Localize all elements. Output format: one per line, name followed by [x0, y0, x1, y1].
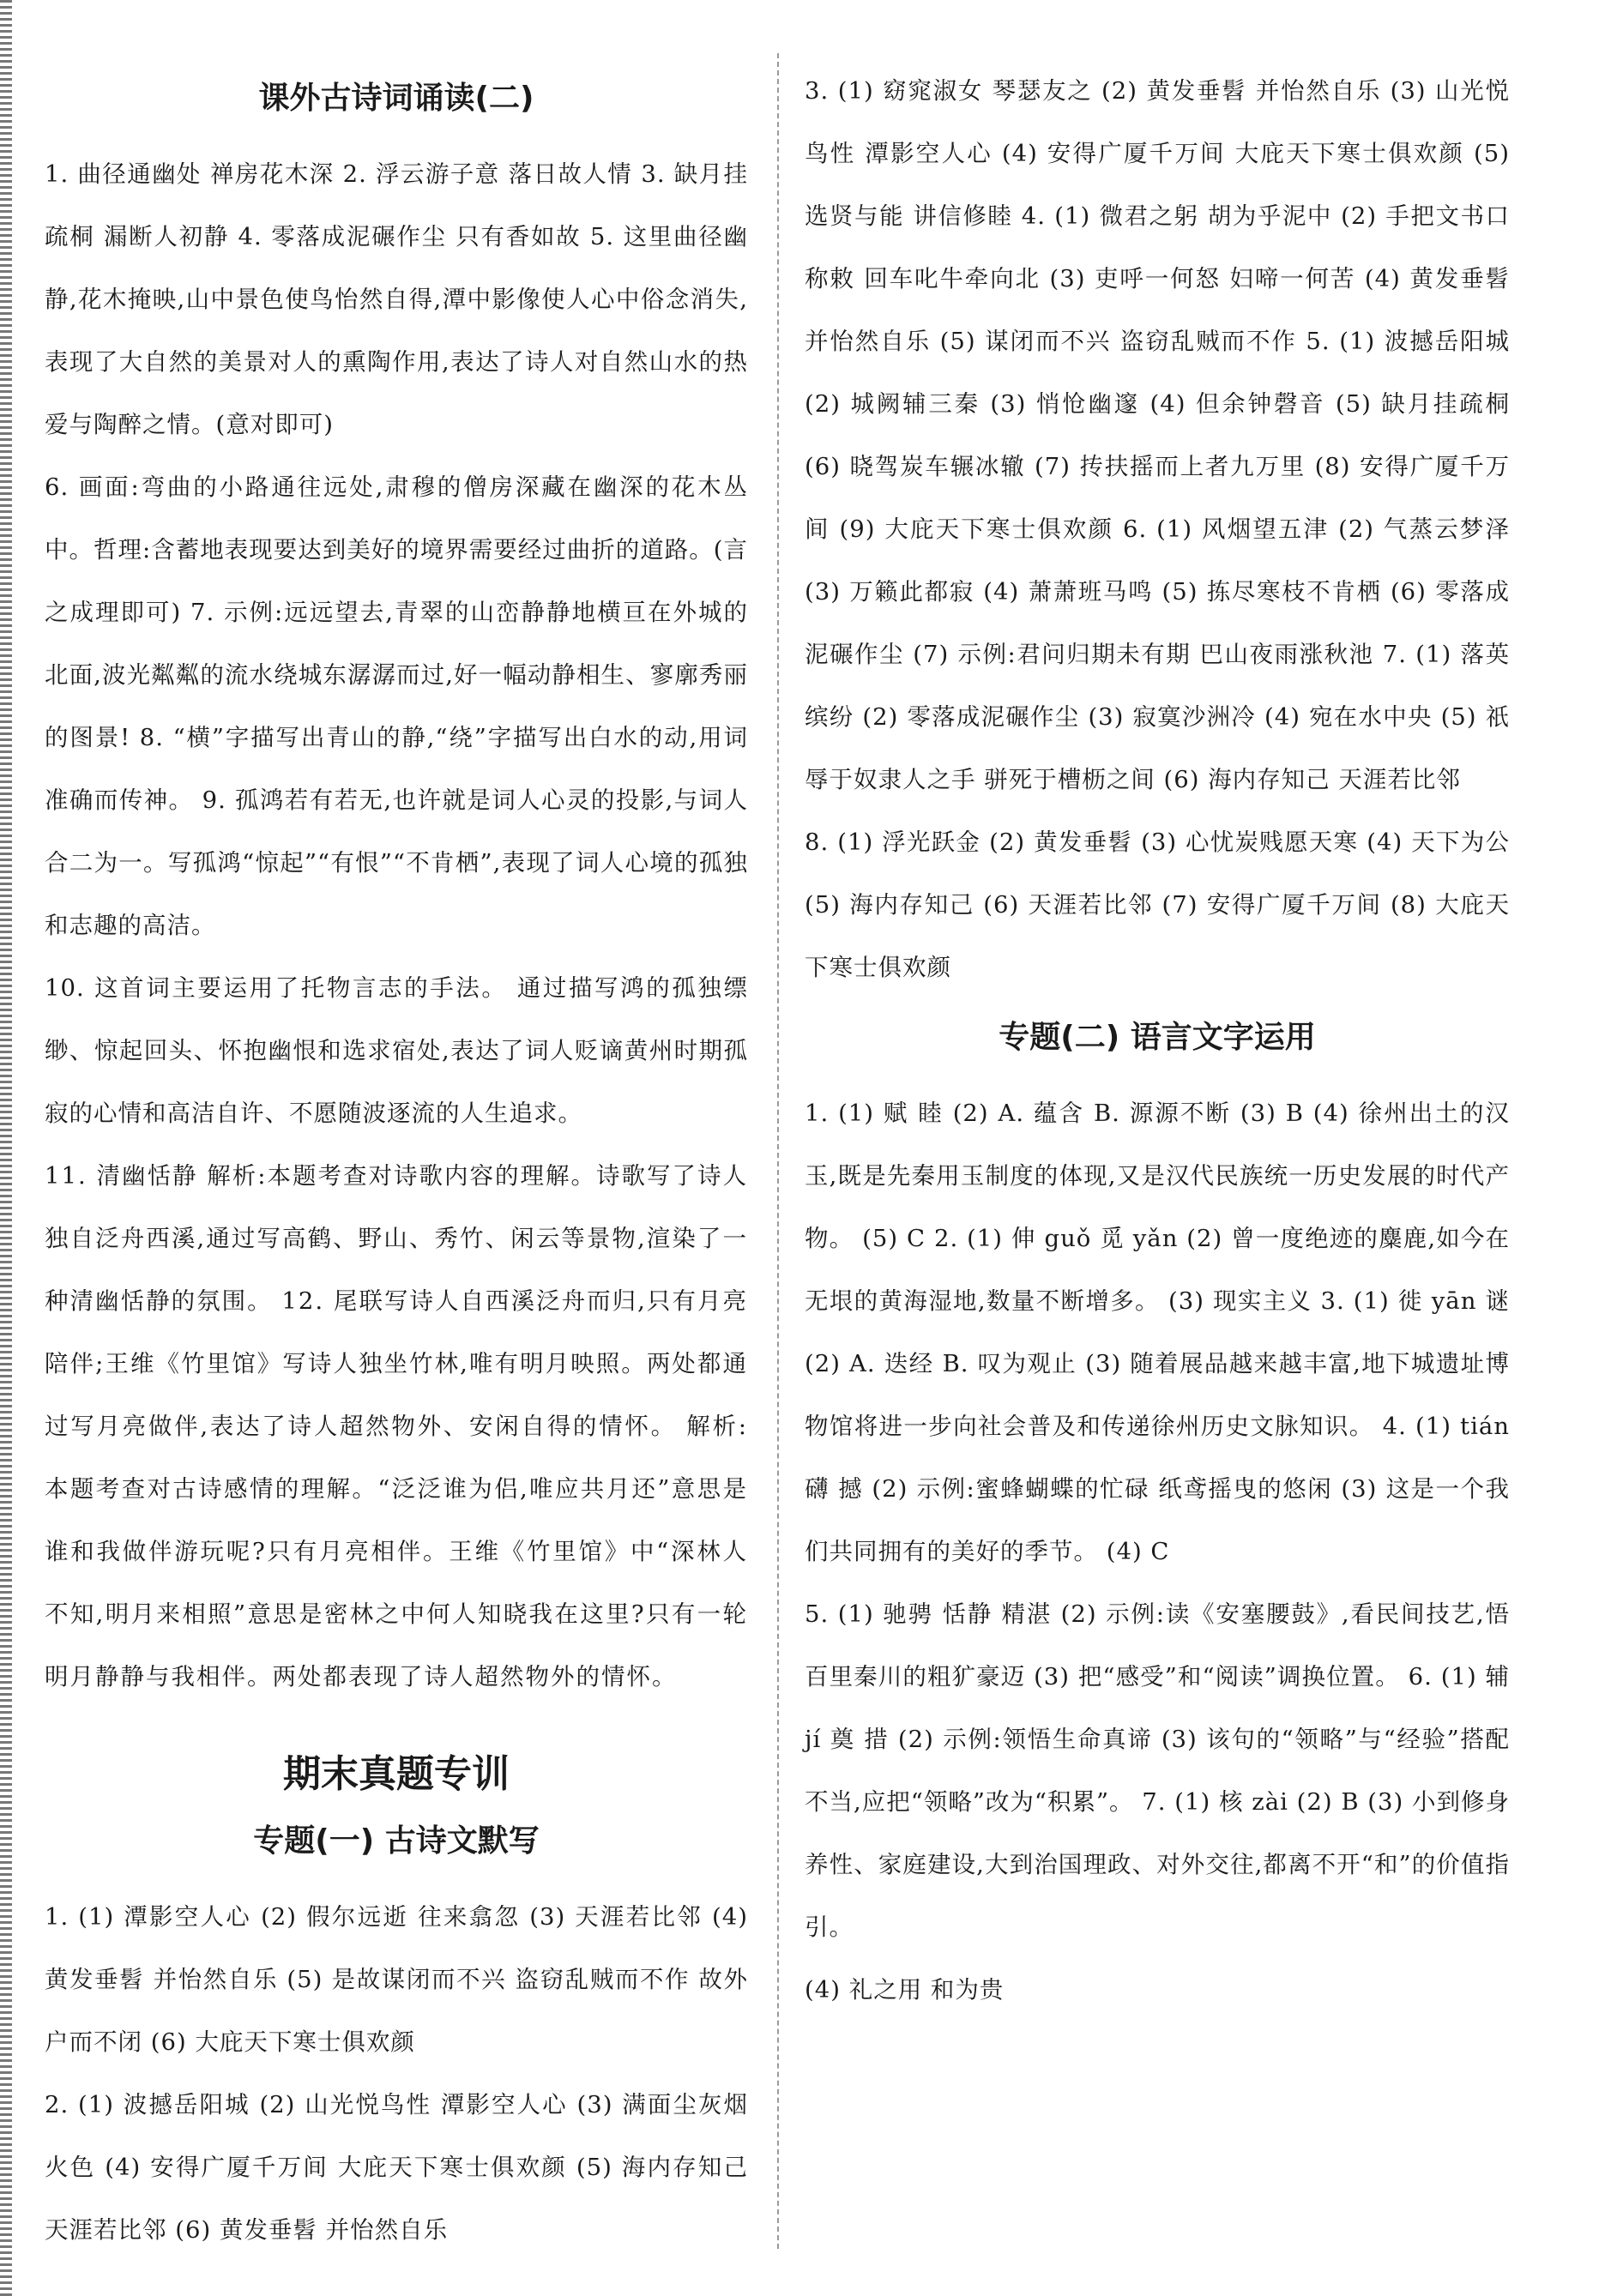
- topic-1-answer-1: 1. (1) 潭影空人心 (2) 假尔远逝 往来翕忽 (3) 天涯若比邻 (4) 黄发垂髫 并怡然自乐 (5) 是故谋闭而不兴 盗窃乱贼而不作 故外户而不闭 (6) 大庇天下寒士俱欢颜: [45, 1903, 748, 2056]
- right-column: [805, 60, 1510, 2022]
- topic-1-answer-8: 8. (1) 浮光跃金 (2) 黄发垂髫 (3) 心忧炭贱愿天寒 (4) 天下为公 (5) 海内存知己 (6) 天涯若比邻 (7) 安得广厦千万间 (8) 大庇天下寒士俱欢颜: [805, 829, 1510, 981]
- topic-2-answers-1-4: 1. (1) 赋 睦 (2) A. 蕴含 B. 源源不断 (3) B (4) 徐州出土的汉玉,既是先秦用玉制度的体现,又是汉代民族统一历史发展的时代产物。 (5) C 2. (1) 伸 guǒ 觅 yǎn (2) 曾一度绝迹的麋鹿,如今在无垠的黄海湿地,数量不断增多。 (3) 现实主义 3. (1) 徙 yān 谜 (2) A. 迭经 B. 叹为观止 (3) 随着展品越来越丰富,地下城遗址博物馆将进一步向社会普及和传递徐州历史文脉知识。 4. (1) tián 礴 撼 (2) 示例:蜜蜂蝴蝶的忙碌 纸鸢摇曳的悠闲 (3) 这是一个我们共同拥有的美好的季节。 (4) C: [805, 1100, 1510, 1565]
- topic-1-title: 专题(一) 古诗文默写: [253, 1823, 540, 1859]
- topic-2-title: 专题(二) 语言文字运用: [999, 1020, 1316, 1055]
- section-title-final-exam: 期末真题专训: [283, 1752, 510, 1796]
- topic-2-answers-5-7: 5. (1) 驰骋 恬静 精湛 (2) 示例:读《安塞腰鼓》,看民间技艺,悟百里秦川的粗犷豪迈 (3) 把“感受”和“阅读”调换位置。 6. (1) 辅 jí 奠 措 (2) 示例:领悟生命真谛 (3) 该句的“领略”与“经验”搭配不当,应把“领略”改为“积累”。 7. (1) 核 zài (2) B (3) 小到修身养性、家庭建设,大到治国理政、对外交往,都离不开“和”的价值指引。: [805, 1600, 1510, 1941]
- left-column: [45, 60, 748, 2262]
- answer-block-6-9: 6. 画面:弯曲的小路通往远处,肃穆的僧房深藏在幽深的花木丛中。哲理:含蓄地表现要达到美好的境界需要经过曲折的道路。(言之成理即可) 7. 示例:远远望去,青翠的山峦静静地横亘在外城的北面,波光粼粼的流水绕城东潺潺而过,好一幅动静相生、寥廓秀丽的图景! 8. “横”字描写出青山的静,“绕”字描写出白水的动,用词准确而传神。 9. 孤鸿若有若无,也许就是词人心灵的投影,与词人合二为一。写孤鸿“惊起”“有恨”“不肯栖”,表现了词人心境的孤独和志趣的高洁。: [45, 473, 748, 939]
- topic-1-answer-2: 2. (1) 波撼岳阳城 (2) 山光悦鸟性 潭影空人心 (3) 满面尘灰烟火色 (4) 安得广厦千万间 大庇天下寒士俱欢颜 (5) 海内存知己 天涯若比邻 (6) 黄发垂髫 并怡然自乐: [45, 2091, 748, 2244]
- page-edge-binding: [0, 0, 12, 2296]
- topic-1-answers-3-7: 3. (1) 窈窕淑女 琴瑟友之 (2) 黄发垂髫 并怡然自乐 (3) 山光悦鸟性 潭影空人心 (4) 安得广厦千万间 大庇天下寒士俱欢颜 (5) 选贤与能 讲信修睦 4. (1) 微君之躬 胡为乎泥中 (2) 手把文书口称敕 回车叱牛牵向北 (3) 吏呼一何怒 妇啼一何苦 (4) 黄发垂髫 并怡然自乐 (5) 谋闭而不兴 盗窃乱贼而不作 5. (1) 波撼岳阳城 (2) 城阙辅三秦 (3) 悄怆幽邃 (4) 但余钟磬音 (5) 缺月挂疏桐 (6) 晓驾炭车辗冰辙 (7) 抟扶摇而上者九万里 (8) 安得广厦千万间 (9) 大庇天下寒士俱欢颜 6. (1) 风烟望五津 (2) 气蒸云梦泽 (3) 万籁此都寂 (4) 萧萧班马鸣 (5) 拣尽寒枝不肯栖 (6) 零落成泥碾作尘 (7) 示例:君问归期未有期 巴山夜雨涨秋池 7. (1) 落英缤纷 (2) 零落成泥碾作尘 (3) 寂寞沙洲冷 (4) 宛在水中央 (5) 祇辱于奴隶人之手 骈死于槽枥之间 (6) 海内存知己 天涯若比邻: [805, 77, 1510, 793]
- answer-block-10: 10. 这首词主要运用了托物言志的手法。 通过描写鸿的孤独缥缈、惊起回头、怀抱幽恨和选求宿处,表达了词人贬谪黄州时期孤寂的心情和高洁自许、不愿随波逐流的人生追求。: [45, 974, 748, 1127]
- column-divider: [777, 53, 779, 2249]
- answer-block-11-12: 11. 清幽恬静 解析:本题考查对诗歌内容的理解。诗歌写了诗人独自泛舟西溪,通过写高鹤、野山、秀竹、闲云等景物,渲染了一种清幽恬静的氛围。 12. 尾联写诗人自西溪泛舟而归,只有月亮陪伴;王维《竹里馆》写诗人独坐竹林,唯有明月映照。两处都通过写月亮做伴,表达了诗人超然物外、安闲自得的情怀。 解析:本题考查对古诗感情的理解。“泛泛谁为侣,唯应共月还”意思是谁和我做伴游玩呢?只有月亮相伴。王维《竹里馆》中“深林人不知,明月来相照”意思是密林之中何人知晓我在这里?只有一轮明月静静与我相伴。两处都表现了诗人超然物外的情怀。: [45, 1162, 748, 1690]
- answer-block-1-5: 1. 曲径通幽处 禅房花木深 2. 浮云游子意 落日故人情 3. 缺月挂疏桐 漏断人初静 4. 零落成泥碾作尘 只有香如故 5. 这里曲径幽静,花木掩映,山中景色使鸟怡然自得,潭中影像使人心中俗念消失,表现了大自然的美景对人的熏陶作用,表达了诗人对自然山水的热爱与陶醉之情。(意对即可): [45, 160, 748, 438]
- section-title-extracurricular-poems: 课外古诗词诵读(二): [258, 81, 534, 116]
- topic-2-answer-7-4: (4) 礼之用 和为贵: [805, 1976, 1005, 2004]
